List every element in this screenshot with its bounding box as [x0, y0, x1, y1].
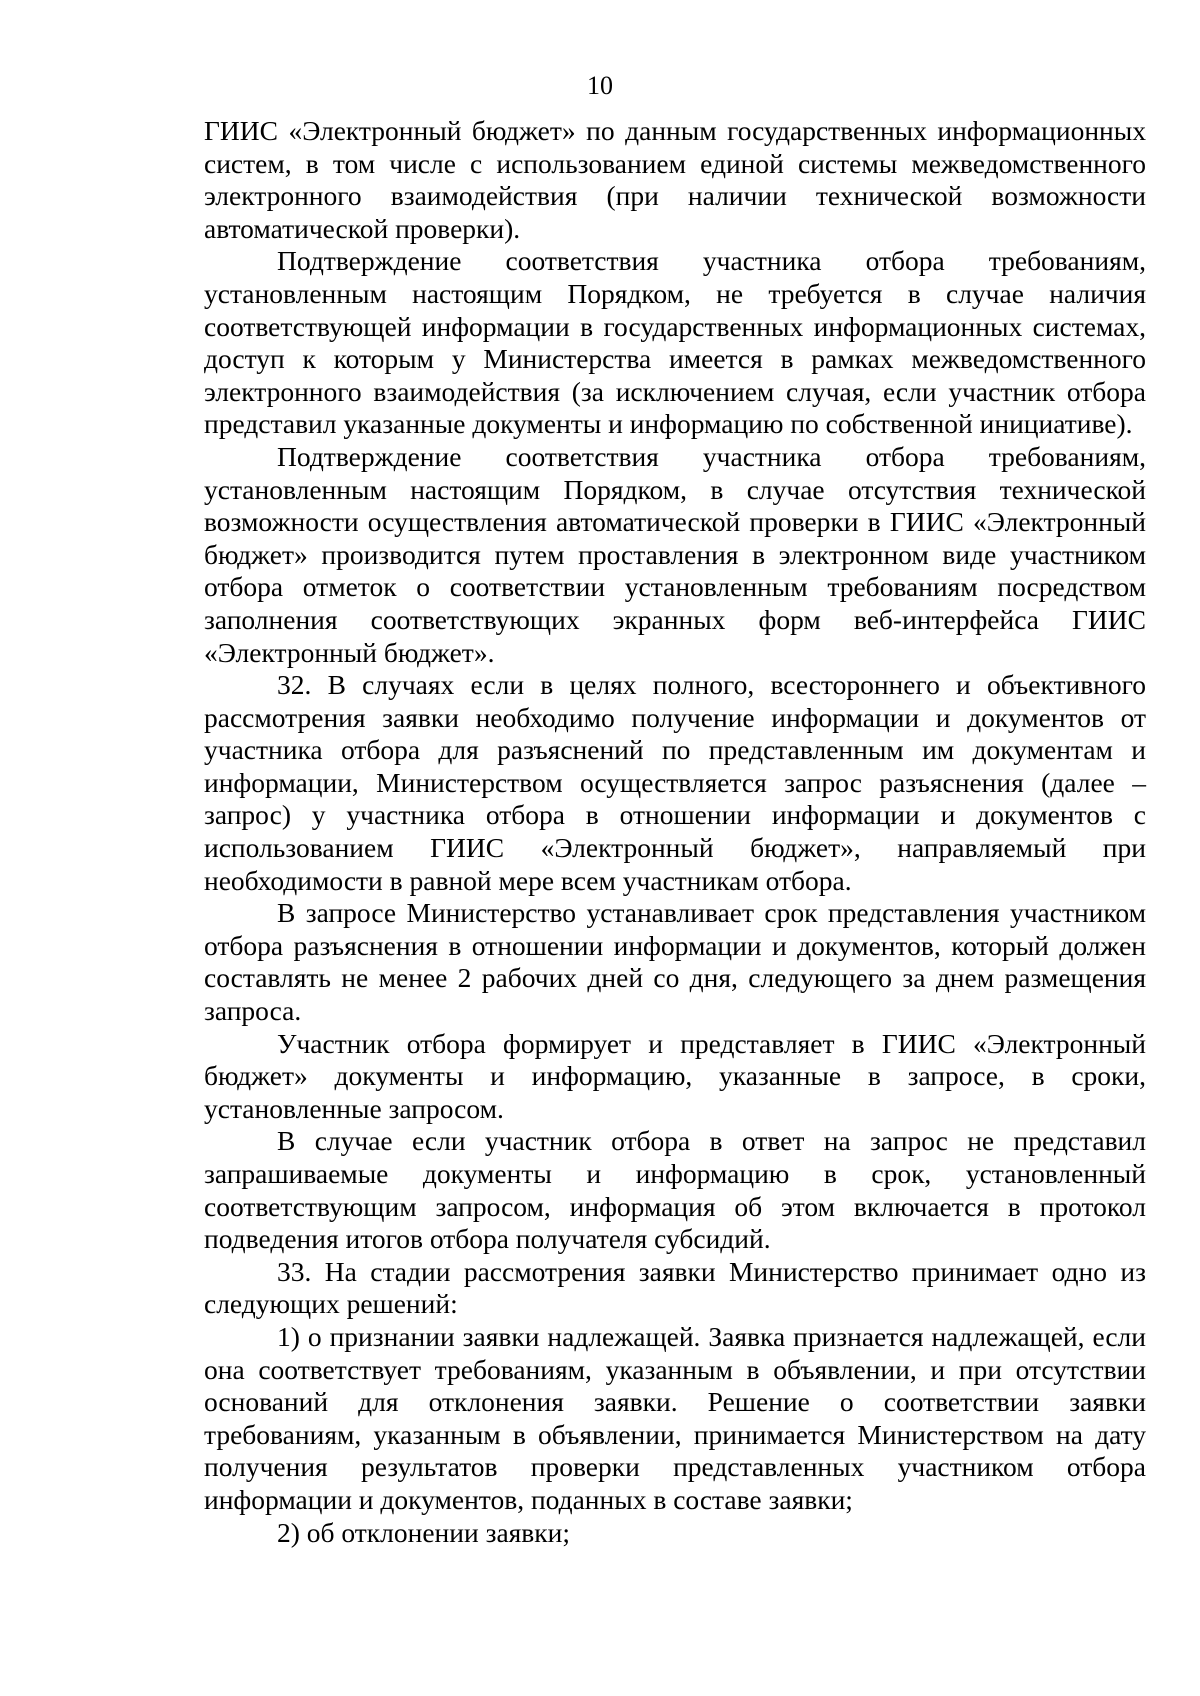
paragraph-no-response: В случае если участник отбора в ответ на запрос не представил запрашиваемые документы и информацию в срок, установленный соответствующим запросом, информация об этом включается в протокол подведения итогов отбора получателя субсидий.	[204, 1125, 1146, 1255]
page-number: 10	[587, 71, 613, 100]
document-body	[204, 115, 1146, 1549]
paragraph-continuation: ГИИС «Электронный бюджет» по данным государственных информационных систем, в том числе с использованием единой системы межведомственного электронного взаимодействия (при наличии технической возможности автоматической проверки).	[204, 115, 1146, 244]
paragraph-item-33: 33. На стадии рассмотрения заявки Министерство принимает одно из следующих решений:	[204, 1255, 1146, 1320]
paragraph-item-32: 32. В случаях если в целях полного, всестороннего и объективного рассмотрения заявки необходимо получение информации и документов от участника отбора для разъяснений по представленным им документам и информации, Министерством осуществляется запрос разъяснения (далее – запрос) у участника отбора в отношении информации и документов с использованием ГИИС «Электронный бюджет», направляемый при необходимости в равной мере всем участникам отбора.	[204, 669, 1146, 896]
paragraph-participant-response: Участник отбора формирует и представляет в ГИИС «Электронный бюджет» документы и информацию, указанные в запросе, в сроки, установленные запросом.	[204, 1027, 1146, 1124]
paragraph-confirmation-manual: Подтверждение соответствия участника отбора требованиям, установленным настоящим Порядком, в случае отсутствия технической возможности осуществления автоматической проверки в ГИИС «Электронный бюджет» производится путем проставления в электронном виде участником отбора отметок о соответствии установленным требованиям посредством заполнения соответствующих экранных форм веб-интерфейса ГИИС «Электронный бюджет».	[204, 440, 1146, 668]
paragraph-subitem-1: 1) о признании заявки надлежащей. Заявка признается надлежащей, если она соответствует требованиям, указанным в объявлении, и при отсутствии оснований для отклонения заявки. Решение о соответствии заявки требованиям, указанным в объявлении, принимается Министерством на дату получения результатов проверки представленных участником отбора информации и документов, поданных в составе заявки;	[204, 1320, 1146, 1515]
paragraph-request-deadline: В запросе Министерство устанавливает срок представления участником отбора разъяснения в отношении информации и документов, который должен составлять не менее 2 рабочих дней со дня, следующего за днем размещения запроса.	[204, 897, 1146, 1027]
paragraph-subitem-2: 2) об отклонении заявки;	[277, 1516, 571, 1548]
paragraph-confirmation-not-required: Подтверждение соответствия участника отбора требованиям, установленным настоящим Порядком, не требуется в случае наличия соответствующей информации в государственных информационных системах, доступ к которым у Министерства имеется в рамках межведомственного электронного взаимодействия (за исключением случая, если участник отбора представил указанные документы и информацию по собственной инициативе).	[204, 245, 1146, 440]
